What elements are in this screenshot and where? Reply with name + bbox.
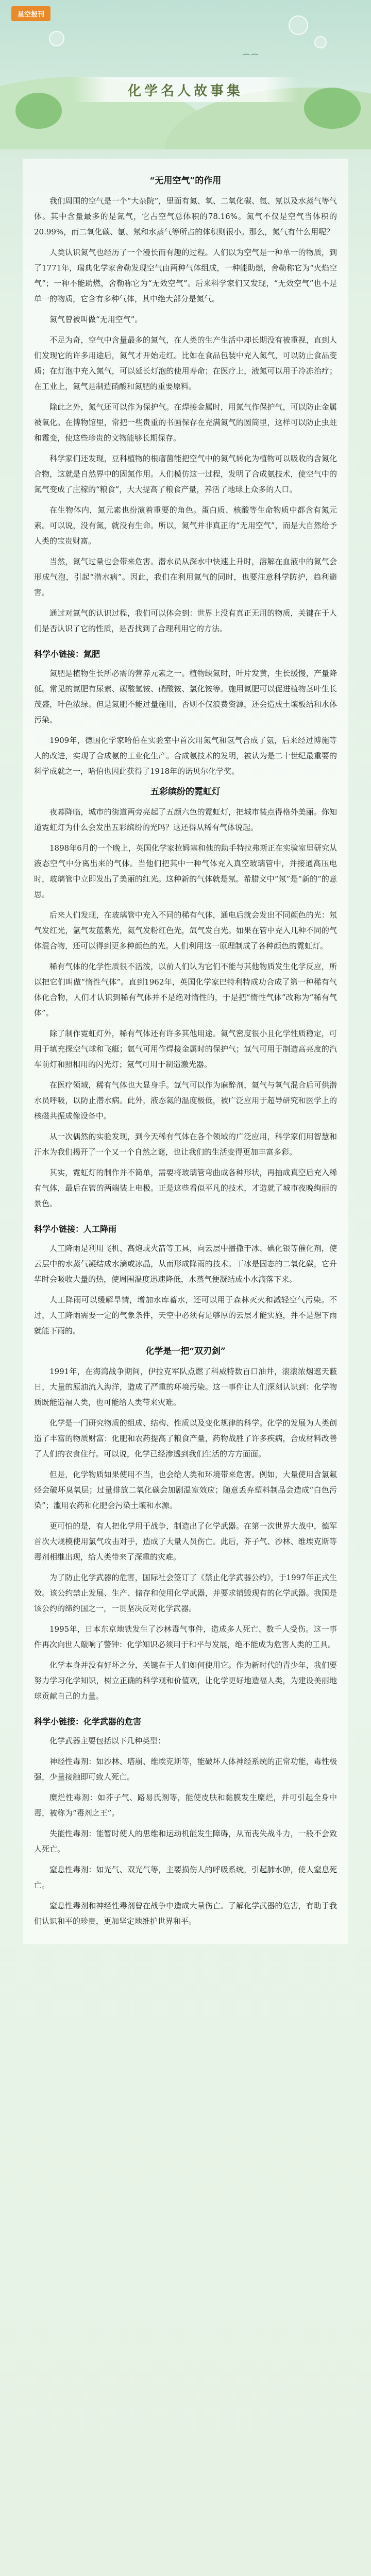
- paragraph: 失能性毒剂：能暂时使人的思维和运动机能发生障碍，从而丧失战斗力，一般不会致人死亡。: [34, 1829, 337, 1854]
- paragraph: 氮气曾被叫做“无用空气”。: [49, 315, 143, 324]
- paragraph: 1898年6月的一个晚上，英国化学家拉姆塞和他的助手特拉弗斯正在实验室里研究从液态空气中分离出来的气体。当他们把其中一种气体充入真空玻璃管中，并接通高压电时，玻璃管中立即发出了美丽的红光。这种新的气体就是氖。希腊文中“氖”是“新的”的意思。: [34, 843, 337, 899]
- paragraph: 糜烂性毒剂：如芥子气、路易氏剂等，能使皮肤和黏膜发生糜烂，并可引起全身中毒，被称为“毒剂之王”。: [34, 1793, 337, 1818]
- paragraph: 不足为奇，空气中含量最多的氮气，在人类的生产生活中却长期没有被重视，直到人们发现它的许多用途后，氮气才开始走红。比如在食品包装中充入氮气，可以防止食品变质；在灯泡中充入氮气，可以延长灯泡的使用寿命；在医疗上，液氮可以用于冷冻治疗；在工业上，氮气是制造硝酸和氮肥的重要原料。: [34, 335, 337, 391]
- paragraph: 后来人们发现，在玻璃管中充入不同的稀有气体，通电后就会发出不同颜色的光：氖气发红光，氩气发蓝紫光，氦气发粉红色光，氙气发白光。如果在管中充入几种不同的气体混合物，还可以得到更多种颜色的光。人们利用这一原理制成了各种颜色的霓虹灯。: [34, 910, 337, 951]
- paragraph: 其实，霓虹灯的制作并不简单，需要将玻璃管弯曲成各种形状，再抽成真空后充入稀有气体，最后在管的两端装上电极。正是这些看似平凡的技术，才造就了城市夜晚绚丽的景色。: [34, 1168, 337, 1208]
- paragraph: 1995年，日本东京地铁发生了沙林毒气事件，造成多人死亡、数千人受伤。这一事件再次向世人敲响了警钟：化学知识必须用于和平与发展，绝不能成为危害人类的工具。: [34, 1624, 337, 1649]
- article-section: [34, 173, 337, 636]
- paragraph: 更可怕的是，有人把化学用于战争，制造出了化学武器。在第一次世界大战中，德军首次大规模使用氯气攻击对手，造成了大量人员伤亡。此后，芥子气、沙林、维埃克斯等毒剂相继出现，给人类带来了深重的灾难。: [34, 1521, 337, 1562]
- column-badge: 星空报刊: [11, 6, 50, 21]
- paragraph: 为了防止化学武器的危害，国际社会签订了《禁止化学武器公约》，于1997年正式生效。该公约禁止发展、生产、储存和使用化学武器，并要求销毁现有的化学武器。我国是该公约的缔约国之一，一贯坚决反对化学武器。: [34, 1573, 337, 1613]
- paragraph: 科学家们还发现，豆科植物的根瘤菌能把空气中的氮气转化为植物可以吸收的含氮化合物，这就是自然界中的固氮作用。人们模仿这一过程，发明了合成氨技术，使空气中的氮气变成了庄稼的“粮食”，大大提高了粮食产量，养活了地球上众多的人口。: [34, 454, 337, 494]
- paragraph: 人类认识氮气也经历了一个漫长而有趣的过程。人们以为空气是一种单一的物质，到了1771年，瑞典化学家舍勒发现空气由两种气体组成，一种能助燃，舍勒称它为“火焰空气”；一种不能助燃，舍勒称它为“无效空气”。后来科学家们又发现，“无效空气”也不是单一的物质，它含有多种气体，其中绝大部分是氮气。: [34, 248, 337, 303]
- paragraph: 在医疗领域，稀有气体也大显身手。氙气可以作为麻醉剂，氦气与氧气混合后可供潜水员呼吸，以防止潜水病。此外，液态氦的温度极低，被广泛应用于超导研究和医学上的核磁共振成像设备中。: [34, 1080, 337, 1121]
- page-title: 化学名人故事集: [127, 83, 243, 99]
- paragraph: 窒息性毒剂和神经性毒剂曾在战争中造成大量伤亡。了解化学武器的危害，有助于我们认识和平的珍贵，更加坚定地维护世界和平。: [34, 1901, 337, 1926]
- section-heading: 化学是一把“双刃剑”: [145, 1346, 226, 1357]
- paragraph: 氮肥是植物生长所必需的营养元素之一。植物缺氮时，叶片发黄，生长缓慢，产量降低。常见的氮肥有尿素、碳酸氢铵、硝酸铵、氯化铵等。施用氮肥可以促进植物茎叶生长茂盛，叶色浓绿。但是氮肥不能过量施用，否则不仅浪费资源，还会造成土壤板结和水体污染。: [34, 669, 337, 724]
- science-link-section: [34, 1715, 337, 1929]
- paragraph: 窒息性毒剂：如光气、双光气等，主要损伤人的呼吸系统，引起肺水肿，使人窒息死亡。: [34, 1865, 337, 1890]
- paragraph: 神经性毒剂：如沙林、塔崩、维埃克斯等，能破坏人体神经系统的正常功能，毒性极强，少量接触即可致人死亡。: [34, 1757, 337, 1782]
- science-link-heading: 科学小链接：人工降雨: [34, 1224, 117, 1234]
- paragraph: 化学是一门研究物质的组成、结构、性质以及变化规律的科学。化学的发展为人类创造了丰富的物质财富：化肥和农药提高了粮食产量，药物战胜了许多疾病，合成材料改善了人们的衣食住行。可以说，化学已经渗透到我们生活的方方面面。: [34, 1418, 337, 1459]
- paragraph: 夜幕降临，城市的街道两旁亮起了五颜六色的霓虹灯，把城市装点得格外美丽。你知道霓虹灯为什么会发出五彩缤纷的光吗？这还得从稀有气体说起。: [34, 807, 337, 832]
- paragraph: 人工降雨是利用飞机、高炮或火箭等工具，向云层中播撒干冰、碘化银等催化剂，使云层中的水蒸气凝结成水滴或冰晶，从而形成降雨的技术。干冰是固态的二氧化碳，它升华时会吸收大量的热，使周围温度迅速降低，水蒸气便凝结成小水滴落下来。: [34, 1244, 337, 1284]
- paragraph: 但是，化学物质如果使用不当，也会给人类和环境带来危害。例如，大量使用含氯氟烃会破坏臭氧层；过量排放二氧化碳会加剧温室效应；随意丢弃塑料制品会造成“白色污染”；滥用农药和化肥会污染土壤和水源。: [34, 1470, 337, 1510]
- paragraph: 我们周围的空气是一个“大杂院”，里面有氮、氧、二氧化碳、氩、氖以及水蒸气等气体。其中含量最多的是氮气，它占空气总体积的78.16%。氮气不仅是空气当体积的20.99%，而二氧化碳、氩、氖和水蒸气等所占的体积则很小。那么，氮气有什么用呢？: [34, 196, 337, 236]
- paragraph: 从一次偶然的实验发现，到今天稀有气体在各个领域的广泛应用，科学家们用智慧和汗水为我们揭开了一个又一个自然之谜，也让我们的生活变得更加丰富多彩。: [34, 1132, 337, 1157]
- paragraph: 除此之外，氮气还可以作为保护气。在焊接金属时，用氮气作保护气，可以防止金属被氧化。在博物馆里，常把一些贵重的书画保存在充满氮气的圆筒里，这样可以防止虫蛀和霉变，使这些珍贵的文物能够长期保存。: [34, 402, 337, 443]
- paragraph: 人工降雨可以缓解旱情，增加水库蓄水，还可以用于森林灭火和减轻空气污染。不过，人工降雨需要一定的气象条件，天空中必须有足够厚的云层才能实施，并不是想下雨就能下雨的。: [34, 1295, 337, 1335]
- article-section: [34, 784, 337, 1211]
- tree-decoration: [15, 93, 62, 129]
- paragraph: 化学武器主要包括以下几种类型：: [49, 1736, 166, 1745]
- article-body: [23, 159, 348, 1944]
- tree-decoration: [304, 88, 361, 129]
- bubble-decoration: [49, 31, 64, 46]
- science-link-section: [34, 1223, 337, 1338]
- paragraph: 1909年，德国化学家哈伯在实验室中首次用氮气和氢气合成了氨，后来经过博施等人的改进，实现了合成氨的工业化生产。合成氨技术的发明，被认为是二十世纪最重要的科学成就之一，哈伯也因此获得了1918年的诺贝尔化学奖。: [34, 736, 337, 776]
- science-link-heading: 科学小链接：化学武器的危害: [34, 1717, 142, 1726]
- bubble-decoration: [289, 15, 308, 35]
- bird-icon: ⌒⌒: [242, 53, 259, 63]
- article-section: [34, 1344, 337, 1704]
- paragraph: 当然，氮气过量也会带来危害。潜水员从深水中快速上升时，溶解在血液中的氮气会形成气泡，引起“潜水病”。因此，我们在利用氮气的同时，也要注意科学防护，趋利避害。: [34, 557, 337, 597]
- paragraph: 除了制作霓虹灯外，稀有气体还有许多其他用途。氦气密度很小且化学性质稳定，可用于填充探空气球和飞艇；氩气可用作焊接金属时的保护气；氙气可用于制造高亮度的汽车前灯和照相用的闪光灯；氪气可用于制造激光器。: [34, 1029, 337, 1069]
- paragraph: 稀有气体的化学性质很不活泼，以前人们认为它们不能与其他物质发生化学反应，所以把它们叫做“惰性气体”。直到1962年，英国化学家巴特利特成功合成了第一种稀有气体化合物，人们才认识到稀有气体并不是绝对惰性的，于是把“惰性气体”改称为“稀有气体”。: [34, 962, 337, 1018]
- bubble-decoration: [314, 36, 327, 48]
- section-heading: 五彩缤纷的霓虹灯: [150, 787, 221, 797]
- science-link-heading: 科学小链接：氮肥: [34, 649, 100, 659]
- paragraph: 通过对氮气的认识过程，我们可以体会到：世界上没有真正无用的物质，关键在于人们是否认识了它的性质，是否找到了合理利用它的方法。: [34, 608, 337, 633]
- paragraph: 1991年，在海湾战争期间，伊拉克军队点燃了科威特数百口油井，滚滚浓烟遮天蔽日，大量的原油流入海洋，造成了严重的环境污染。这一事件让人们深刻认识到：化学物质既能造福人类，也可能给人类带来灾难。: [34, 1367, 337, 1407]
- title-banner: [72, 77, 299, 102]
- paragraph: 化学本身并没有好坏之分，关键在于人们如何使用它。作为新时代的青少年，我们要努力学习化学知识，树立正确的科学观和价值观，让化学更好地造福人类，为建设美丽地球贡献自己的力量。: [34, 1660, 337, 1701]
- header-banner: [0, 0, 371, 149]
- science-link-section: [34, 648, 337, 779]
- section-heading: “无用空气”的作用: [149, 176, 222, 186]
- paragraph: 在生物体内，氮元素也扮演着重要的角色。蛋白质、核酸等生命物质中都含有氮元素。可以说，没有氮，就没有生命。所以，氮气并非真正的“无用空气”，而是大自然给予人类的宝贵财富。: [34, 505, 337, 546]
